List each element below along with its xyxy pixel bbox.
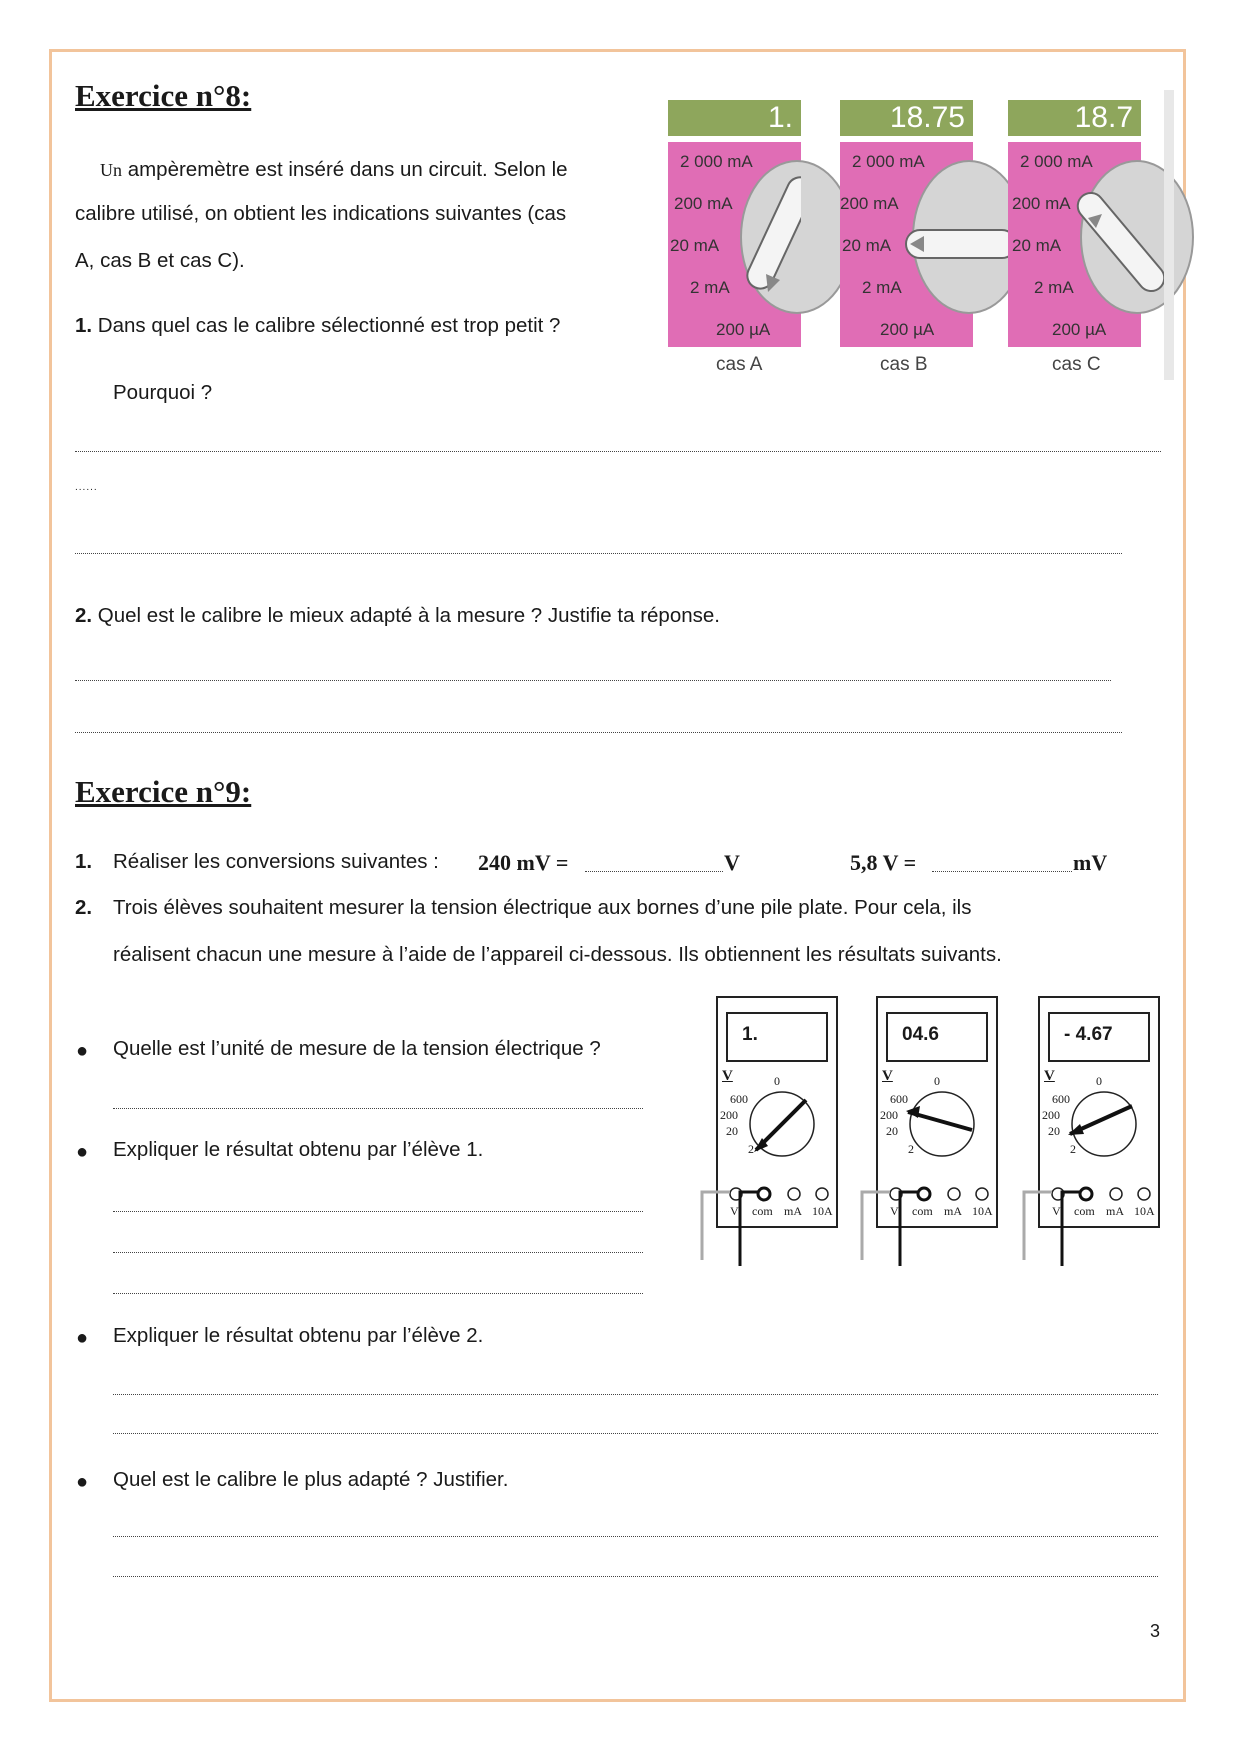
ammeter-display-b: 18.75 (840, 100, 973, 136)
answer-line[interactable] (113, 1394, 1158, 1395)
ex9-item2-line2: réalisent chacun une mesure à l’aide de l’appareil ci-dessous. Ils obtiennent les résultats suivants. (113, 943, 1002, 966)
page-number: 3 (1150, 1621, 1161, 1641)
conversion-1-input[interactable] (585, 871, 723, 872)
range-label: 200 µA (716, 320, 771, 339)
voltmeter-1-screen: 1. (726, 1012, 828, 1062)
voltmeter-figure (700, 996, 1170, 1266)
answer-line[interactable] (75, 732, 1122, 733)
ex8-intro-line1: Un ampèremètre est inséré dans un circuit. Selon le (100, 158, 568, 181)
answer-line[interactable] (113, 1536, 1158, 1537)
bullet-icon: ● (76, 1327, 89, 1349)
range-label: 200 mA (1012, 194, 1071, 213)
range-label: 200 µA (880, 320, 935, 339)
range-label: 2 000 mA (680, 152, 753, 171)
bullet-icon: ● (76, 1040, 89, 1062)
answer-line[interactable] (113, 1252, 643, 1253)
voltmeter-2: 04.6 V 0 600 200 20 2 V com mA 10A (876, 996, 998, 1228)
case-label-a: cas A (716, 354, 763, 375)
question-unit: Quelle est l’unité de mesure de la tension électrique ? (113, 1037, 601, 1060)
ammeter-display-c: 18.7 (1008, 100, 1141, 136)
ex9-item1-text: Réaliser les conversions suivantes : (113, 850, 439, 873)
range-label: 2 mA (862, 278, 902, 297)
ex9-item2-line1: Trois élèves souhaitent mesurer la tension électrique aux bornes d’une pile plate. Pour cela, ils (113, 896, 972, 919)
case-label-b: cas B (880, 354, 928, 375)
ex8-question-2: 2. Quel est le calibre le mieux adapté à la mesure ? Justifie ta réponse. (75, 604, 720, 627)
answer-line[interactable] (75, 680, 1111, 681)
answer-line[interactable] (113, 1433, 1158, 1434)
range-label: 20 mA (842, 236, 892, 255)
bullet-icon: ● (76, 1141, 89, 1163)
answer-line[interactable] (113, 1576, 1158, 1577)
range-label: 200 mA (840, 194, 899, 213)
conversion-1-left: 240 mV = (478, 850, 569, 875)
answer-line[interactable] (113, 1108, 643, 1109)
voltmeter-3: - 4.67 V 0 600 200 20 2 V com mA 10A (1038, 996, 1160, 1228)
question-eleve-1: Expliquer le résultat obtenu par l’élève 1. (113, 1138, 484, 1161)
answer-line[interactable] (75, 553, 1122, 554)
voltmeter-3-screen: - 4.67 (1048, 1012, 1150, 1062)
conversion-2-left: 5,8 V = (850, 850, 917, 875)
conversion-2-unit: mV (1073, 850, 1108, 875)
range-label: 2 mA (1034, 278, 1074, 297)
question-eleve-2: Expliquer le résultat obtenu par l’élève 2. (113, 1324, 484, 1347)
ex8-title: Exercice n°8: (75, 78, 252, 113)
ex9-item1-num: 1. (75, 850, 93, 873)
answer-line[interactable] (75, 451, 1161, 452)
answer-line[interactable] (113, 1293, 643, 1294)
question-calibre: Quel est le calibre le plus adapté ? Justifier. (113, 1468, 509, 1491)
voltmeter-1: 1. V 0 600 200 20 2 V com mA 10A (716, 996, 838, 1228)
range-label: 2 000 mA (1020, 152, 1093, 171)
answer-line[interactable] (113, 1211, 643, 1212)
ammeter-figure (668, 90, 1174, 380)
ex8-question-1: 1. Dans quel cas le calibre sélectionné est trop petit ? (75, 314, 561, 337)
ex8-intro-line3: A, cas B et cas C). (75, 249, 245, 272)
answer-line-short[interactable]: ...... (75, 482, 98, 493)
ammeter-display-a: 1. (668, 100, 801, 136)
case-label-c: cas C (1052, 354, 1101, 375)
ex8-intro-line2: calibre utilisé, on obtient les indications suivantes (cas (75, 202, 567, 225)
range-label: 2 mA (690, 278, 730, 297)
conversion-2-input[interactable] (932, 871, 1072, 872)
range-label: 20 mA (1012, 236, 1062, 255)
bullet-icon: ● (76, 1471, 89, 1493)
conversion-1-unit: V (724, 850, 740, 875)
ex9-item2-num: 2. (75, 896, 93, 919)
ex9-title: Exercice n°9: (75, 774, 252, 809)
range-label: 200 µA (1052, 320, 1107, 339)
ex8-question-1-why: Pourquoi ? (113, 381, 213, 404)
voltmeter-2-screen: 04.6 (886, 1012, 988, 1062)
range-label: 20 mA (670, 236, 720, 255)
range-label: 200 mA (674, 194, 733, 213)
range-label: 2 000 mA (852, 152, 925, 171)
